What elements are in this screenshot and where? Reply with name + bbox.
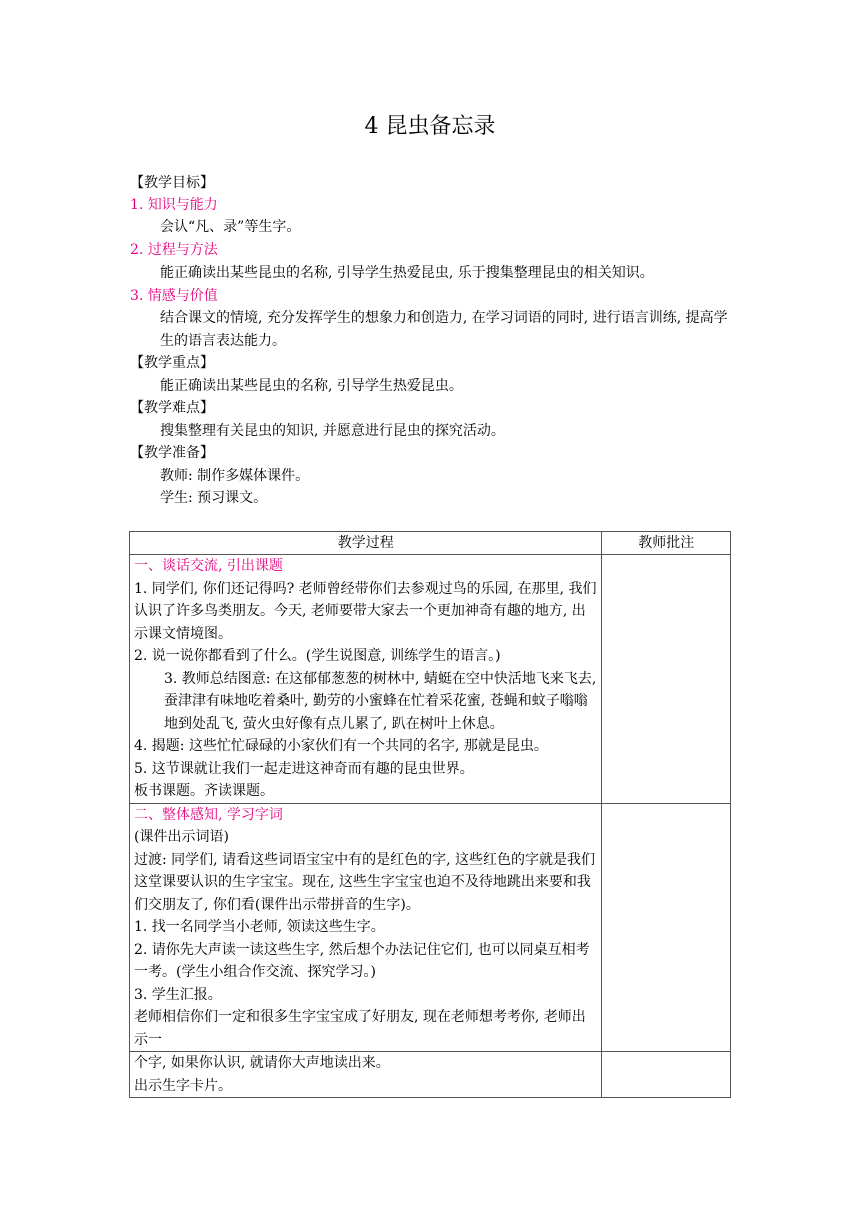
objective-3-paragraph: 结合课文的情境, 充分发挥学生的想象力和创造力, 在学习词语的同时, 进行语言训练, 提高学生的语言表达能力。: [160, 310, 728, 349]
notes-cell: [602, 803, 731, 1052]
section-3-cell: [130, 1052, 602, 1098]
difficulty-text: 搜集整理有关昆虫的知识, 并愿意进行昆虫的探究活动。: [160, 423, 505, 439]
section-2-cell: [130, 803, 602, 1052]
section-1-title: 一、谈话交流, 引出课题: [134, 558, 283, 574]
notes-cell: [602, 555, 731, 804]
section-1-step-2: 2. 说一说你都看到了什么。(学生说图意, 训练学生的语言。): [134, 648, 501, 664]
key-text: 能正确读出某些昆虫的名称, 引导学生热爱昆虫。: [160, 378, 463, 394]
section-1-step-4: 4. 揭题: 这些忙忙碌碌的小家伙们有一个共同的名字, 那就是昆虫。: [134, 738, 548, 754]
section-2-transition: 过渡: 同学们, 请看这些词语宝宝中有的是红色的字, 这些红色的字就是我们这堂课要认识的生字宝宝。现在, 这些生字宝宝也迫不及待地跳出来要和我们交朋友了, 你们看(课件出示带拼音的生字)。: [134, 851, 595, 913]
section-1-board: 板书课题。齐读课题。: [134, 783, 274, 799]
section-1-step-5: 5. 这节课就让我们一起走进这神奇而有趣的昆虫世界。: [134, 760, 474, 777]
objective-1-heading: 1. 知识与能力: [130, 197, 218, 213]
objective-2-text: 能正确读出某些昆虫的名称, 引导学生热爱昆虫, 乐于搜集整理昆虫的相关知识。: [160, 265, 654, 281]
section-3-line-2: 出示生字卡片。: [134, 1077, 232, 1094]
prep-heading: 【教学准备】: [130, 445, 214, 461]
section-2-step-1: 1. 找一名同学当小老师, 领读这些生字。: [134, 919, 385, 935]
table-header-row: [130, 532, 731, 555]
table-row: [130, 555, 731, 804]
section-1-step-1: 1. 同学们, 你们还记得吗? 老师曾经带你们去参观过鸟的乐园, 在那里, 我们认识了许多鸟类朋友。今天, 老师要带大家去一个更加神奇有趣的地方, 出示课文情境图。: [134, 580, 597, 642]
objective-1-text: 会认“凡、录”等生字。: [160, 219, 301, 235]
section-2-step-3: 3. 学生汇报。: [134, 986, 222, 1003]
section-1-step-3: 3. 教师总结图意: 在这郁郁葱葱的树林中, 蜻蜓在空中快活地飞来飞去, 蚕津津有味地吃着桑叶, 勤劳的小蜜蜂在忙着采花蜜, 苍蝇和蚊子嗡嗡地到处乱飞, 萤火虫好像有点儿累了, 趴在树叶上休息。: [164, 670, 597, 732]
objective-3-heading: 3. 情感与价值: [130, 288, 218, 304]
notes-cell: [602, 1052, 731, 1098]
notes-column-header: 教师批注: [602, 532, 731, 555]
process-table: [129, 531, 731, 1098]
page-title: 4 昆虫备忘录: [364, 114, 496, 139]
section-2-prompt: 老师相信你们一定和很多生字宝宝成了好朋友, 现在老师想考考你, 老师出示一: [134, 1009, 586, 1048]
table-row: [130, 803, 731, 1052]
objectives-heading: 【教学目标】: [130, 175, 214, 191]
key-heading: 【教学重点】: [130, 355, 214, 371]
section-2-step-2: 2. 请你先大声读一读这些生字, 然后想个办法记住它们, 也可以同桌互相考一考。(学生小组合作交流、探究学习。): [134, 941, 590, 980]
prep-student: 学生: 预习课文。: [160, 490, 268, 506]
section-2-note: (课件出示词语): [134, 829, 229, 845]
process-column-header: 教学过程: [130, 532, 602, 555]
objective-2-heading: 2. 过程与方法: [130, 242, 218, 258]
section-2-title: 二、整体感知, 学习字词: [134, 806, 283, 823]
table-row: [130, 1052, 731, 1098]
objective-3-text: [130, 307, 730, 352]
section-3-line-1: 个字, 如果你认识, 就请你大声地读出来。: [134, 1055, 390, 1071]
difficulty-heading: 【教学难点】: [130, 400, 214, 416]
prep-teacher: 教师: 制作多媒体课件。: [160, 468, 310, 484]
section-1-cell: [130, 555, 602, 804]
